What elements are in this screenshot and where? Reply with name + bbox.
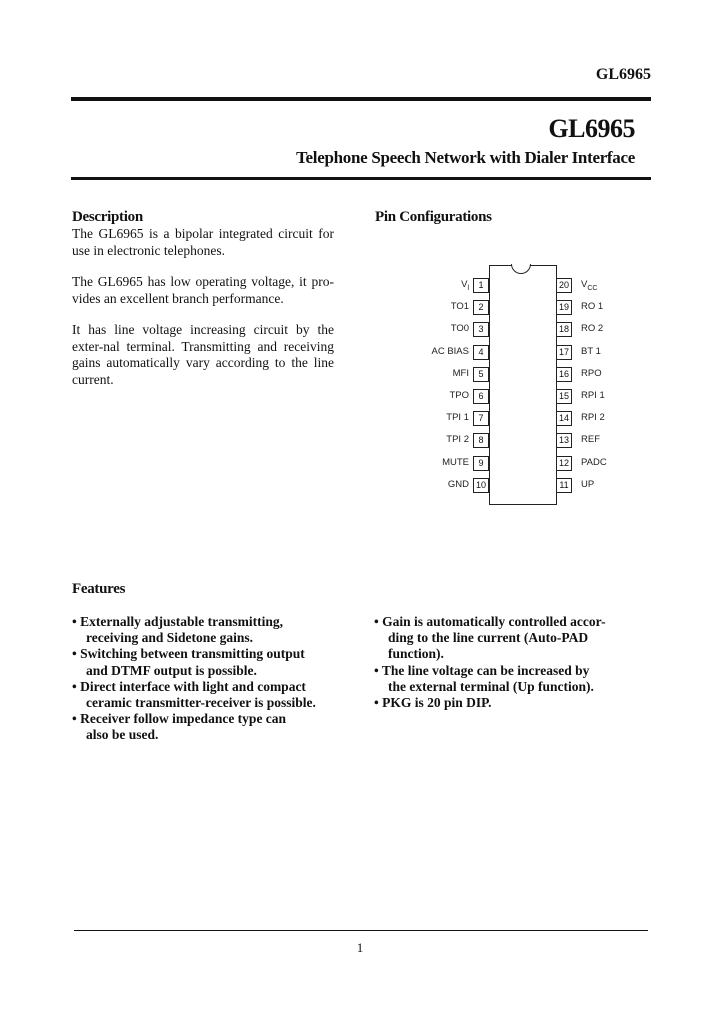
feature-line: • Direct interface with light and compact (72, 678, 306, 694)
description-line: use in electronic telephones. (72, 242, 225, 258)
feature-line: ding to the line current (Auto-PAD (388, 630, 589, 646)
page-number: 1 (356, 940, 364, 955)
footer-rule (74, 930, 648, 931)
feature-item (374, 614, 664, 663)
feature-item (72, 614, 362, 646)
pin-label-15: RPI 1 (581, 390, 605, 401)
description-line: gains automatically vary according to the line (72, 355, 334, 370)
pin-label-9: MUTE (442, 456, 469, 468)
pin-number-11: 11 (556, 478, 572, 493)
pin-number-10: 10 (473, 478, 489, 493)
pin-config-heading: Pin Configurations (375, 209, 492, 225)
pin-number-20: 20 (556, 278, 572, 293)
header-part-code: GL6965 (595, 66, 651, 83)
pin-number-13: 13 (556, 433, 572, 448)
pin-number-2: 2 (473, 300, 489, 315)
pin-number-7: 7 (473, 411, 489, 426)
pin-label-12: PADC (581, 456, 607, 468)
pin-label-14: RPI 2 (581, 412, 605, 424)
pin-label-4: AC BIAS (431, 345, 469, 357)
pin-number-17: 17 (556, 345, 572, 360)
feature-line: • PKG is 20 pin DIP. (374, 695, 492, 711)
pin-label-19: RO 1 (581, 301, 604, 313)
feature-line: the external terminal (Up function). (388, 678, 594, 694)
description-paragraph (72, 322, 334, 388)
description-paragraph (72, 274, 334, 307)
pin-number-1: 1 (473, 278, 489, 293)
feature-line: • Externally adjustable transmitting, (72, 614, 283, 629)
pin-label-3: TO0 (450, 323, 469, 335)
pin-number-12: 12 (556, 456, 572, 471)
description-line: vides an excellent branch performance. (72, 290, 284, 306)
features-right-list (374, 614, 664, 711)
feature-line: • Switching between transmitting output (72, 646, 305, 662)
feature-line: • Gain is automatically controlled accor- (374, 614, 606, 629)
pin-number-8: 8 (473, 433, 489, 448)
pin-label-1: $V_l$ (461, 279, 469, 292)
pin-number-15: 15 (556, 389, 572, 404)
pin-label-10: GND (447, 478, 469, 490)
feature-line: receiving and Sidetone gains. (86, 630, 254, 646)
feature-line: function). (388, 646, 444, 662)
pin-label-13: REF (581, 434, 600, 446)
description-line: It has line voltage increasing circuit by the (72, 322, 334, 337)
description-paragraph (72, 226, 334, 259)
features-heading: Features (72, 581, 126, 597)
title-rule (71, 177, 651, 180)
feature-line: • Receiver follow impedance type can (72, 711, 287, 727)
description-line: The GL6965 is a bipolar integrated circuit for (72, 226, 334, 241)
features-left-list (72, 614, 362, 744)
pin-label-11: UP (581, 478, 595, 490)
description-line: exter-nal terminal. Transmitting and receiving (72, 338, 334, 354)
pin-number-3: 3 (473, 322, 489, 337)
feature-line: and DTMF output is possible. (86, 662, 257, 678)
feature-line: ceramic transmitter-receiver is possible. (86, 695, 316, 711)
pin-number-16: 16 (556, 367, 572, 382)
pin-label-7: TPI 1 (446, 412, 469, 424)
feature-item (374, 695, 664, 711)
pin-number-4: 4 (473, 345, 489, 360)
dip-package-body (489, 265, 557, 505)
pin-number-9: 9 (473, 456, 489, 471)
description-heading: Description (72, 209, 143, 225)
feature-item (72, 646, 362, 678)
page-title: GL6965 (548, 114, 635, 143)
pin-number-18: 18 (556, 322, 572, 337)
pin-label-5: MFI (452, 367, 469, 379)
header-rule (71, 97, 651, 101)
pin-number-5: 5 (473, 367, 489, 382)
feature-item (374, 663, 664, 695)
description-line: current. (72, 371, 114, 387)
pin-label-20: $V_{CC}$ (581, 279, 598, 292)
pin-number-19: 19 (556, 300, 572, 315)
pin-label-17: BT 1 (581, 345, 601, 357)
pin-label-2: TO1 (450, 301, 469, 313)
feature-item (72, 679, 362, 711)
pin-label-8: TPI 2 (446, 434, 469, 446)
pin-label-16: RPO (581, 367, 602, 379)
pin-label-6: TPO (449, 390, 469, 401)
description-body (72, 226, 334, 388)
pin-number-14: 14 (556, 411, 572, 426)
page-subtitle: Telephone Speech Network with Dialer Interface (296, 148, 635, 167)
feature-line: • The line voltage can be increased by (374, 662, 590, 678)
feature-line: also be used. (86, 727, 159, 743)
pin-label-18: RO 2 (581, 323, 604, 335)
description-line: The GL6965 has low operating voltage, it pro- (72, 274, 334, 289)
feature-item (72, 711, 362, 743)
pin-number-6: 6 (473, 389, 489, 404)
